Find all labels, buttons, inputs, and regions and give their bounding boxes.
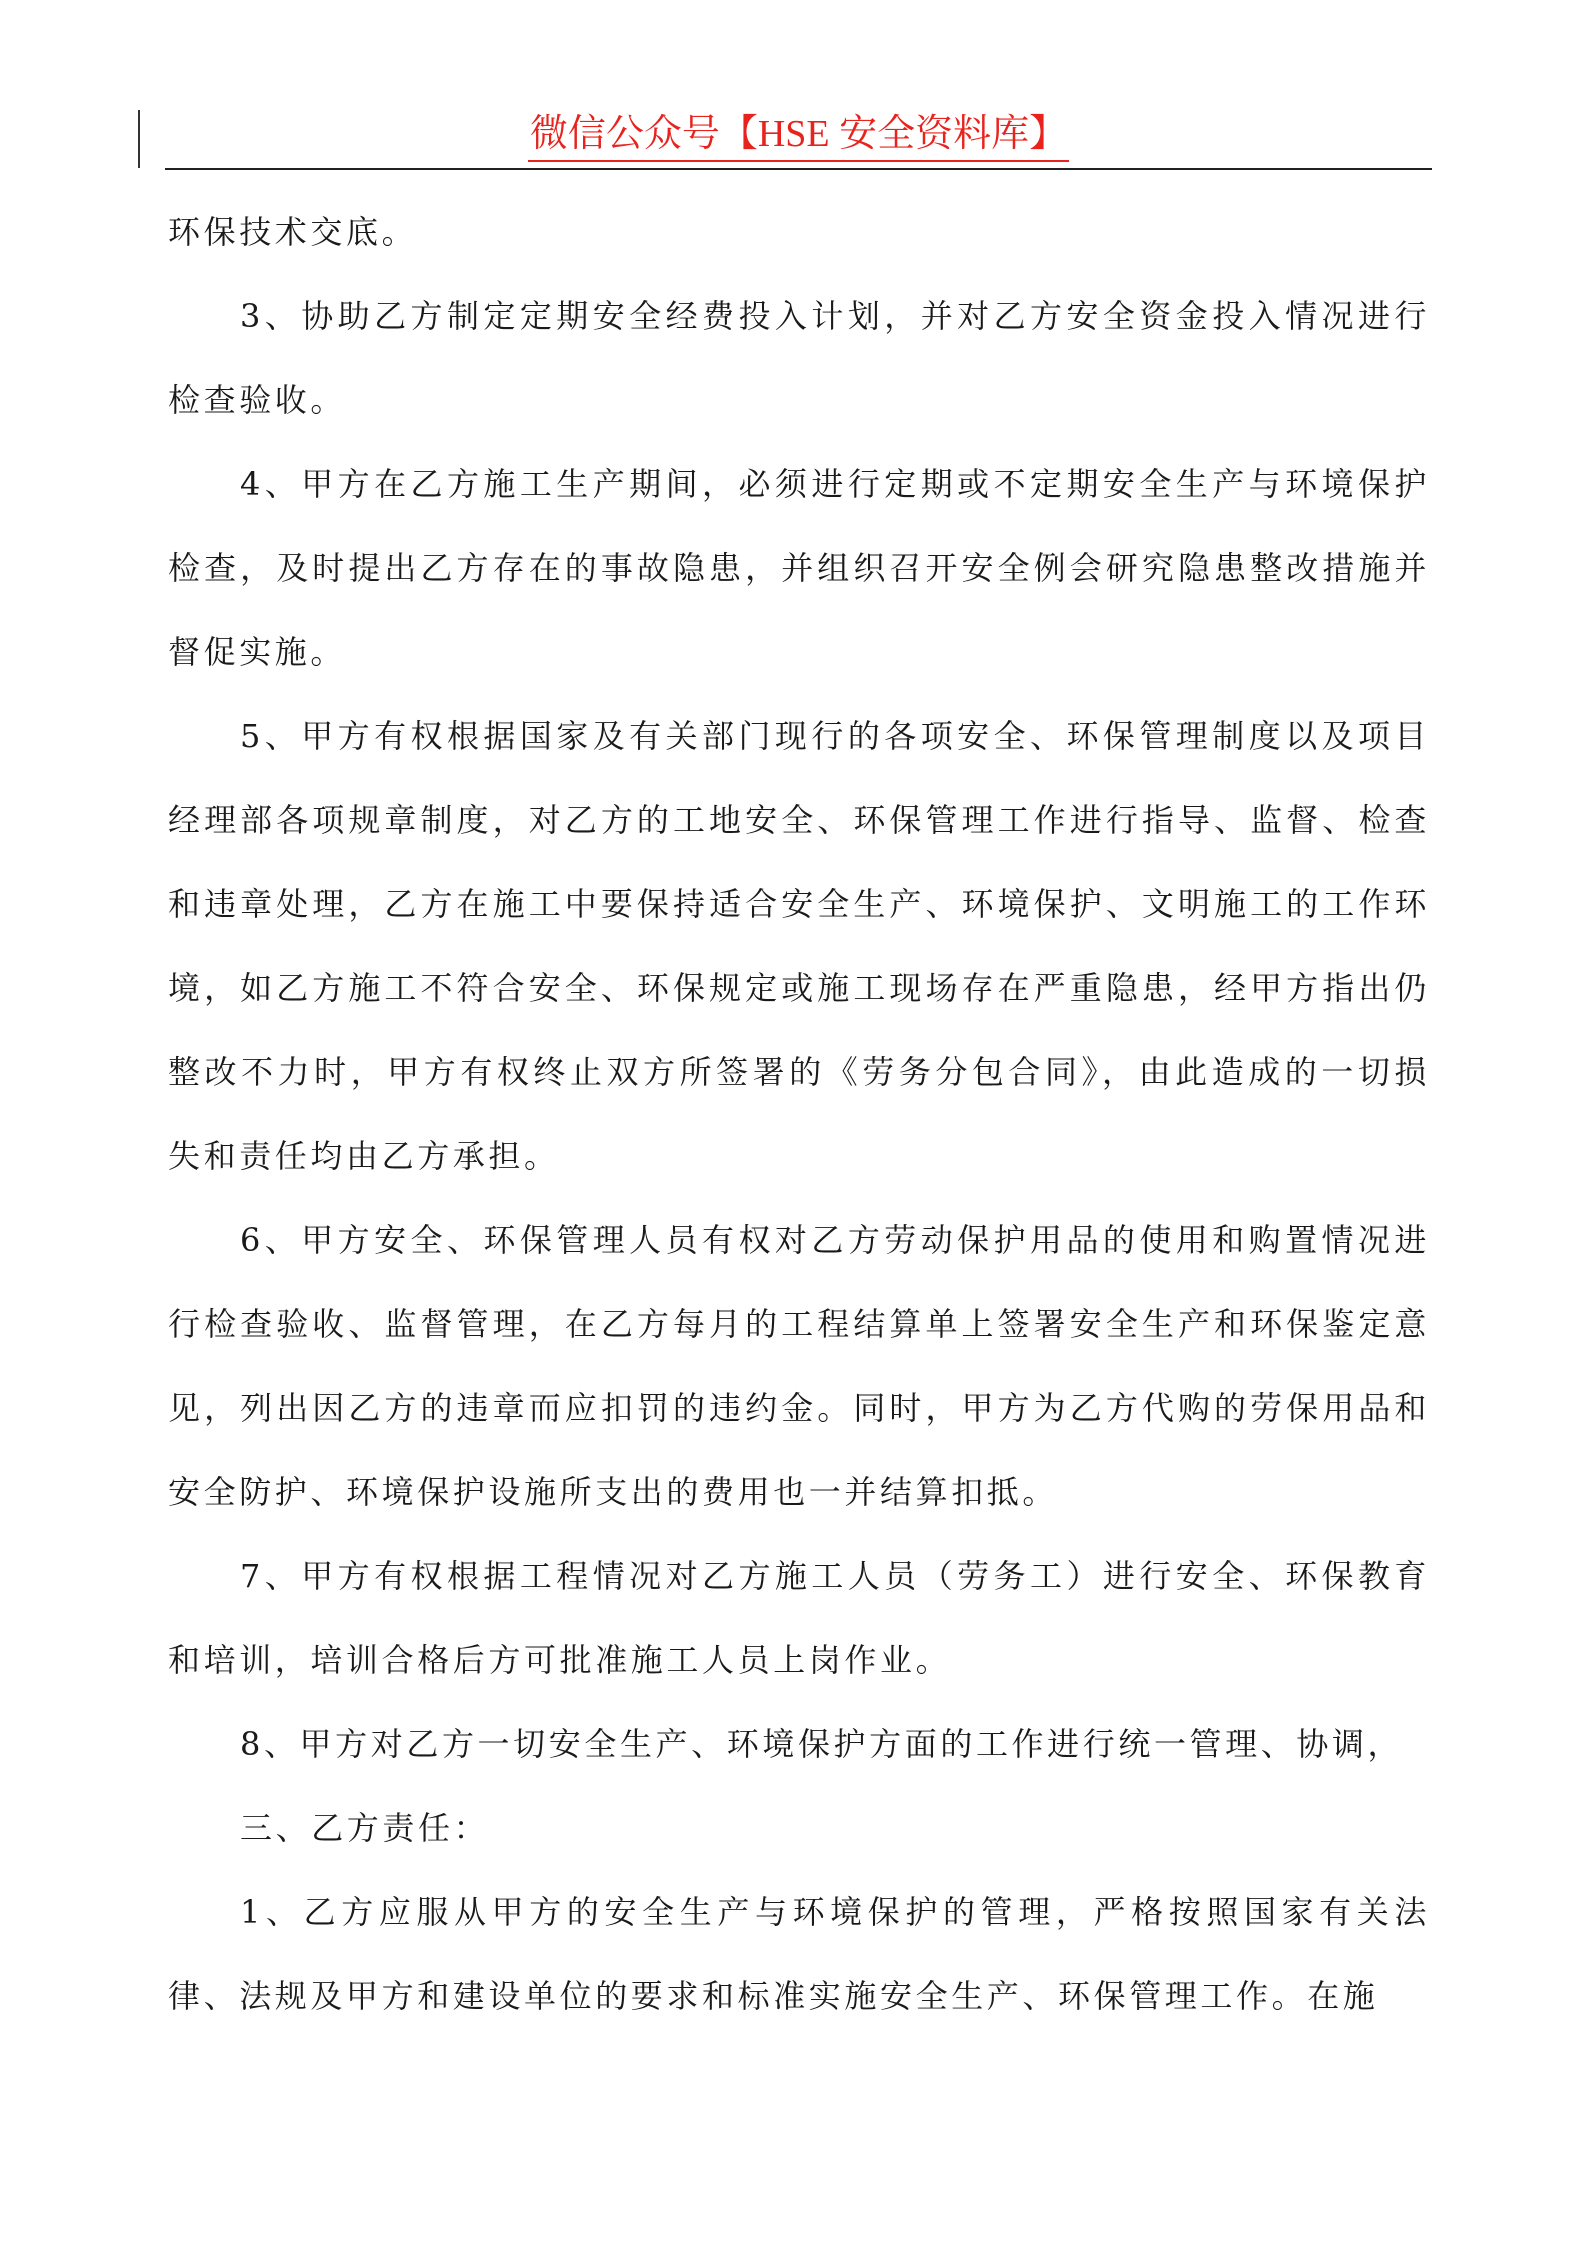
paragraph: 6、甲方安全、环保管理人员有权对乙方劳动保护用品的使用和购置情况进行检查验收、监督管理，在乙方每月的工程结算单上签署安全生产和环保鉴定意见，列出因乙方的违章而应扣罚的违约金。同时，甲方为乙方代购的劳保用品和安全防护、环境保护设施所支出的费用也一并结算扣抵。 bbox=[168, 1221, 1430, 1511]
margin-mark bbox=[138, 110, 140, 168]
header-title: 微信公众号【HSE 安全资料库】 bbox=[528, 108, 1069, 162]
paragraph: 环保技术交底。 bbox=[168, 213, 418, 251]
page-header bbox=[165, 108, 1432, 170]
paragraph: 7、甲方有权根据工程情况对乙方施工人员（劳务工）进行安全、环保教育和培训，培训合格后方可批准施工人员上岗作业。 bbox=[168, 1557, 1430, 1679]
paragraph: 5、甲方有权根据国家及有关部门现行的各项安全、环保管理制度以及项目经理部各项规章制度，对乙方的工地安全、环保管理工作进行指导、监督、检查和违章处理，乙方在施工中要保持适合安全生产、环境保护、文明施工的工作环境，如乙方施工不符合安全、环保规定或施工现场存在严重隐患，经甲方指出仍整改不力时，甲方有权终止双方所签署的《劳务分包合同》，由此造成的一切损失和责任均由乙方承担。 bbox=[168, 717, 1430, 1175]
paragraph: 1、乙方应服从甲方的安全生产与环境保护的管理，严格按照国家有关法律、法规及甲方和建设单位的要求和标准实施安全生产、环保管理工作。在施 bbox=[168, 1893, 1430, 2015]
section-heading: 三、乙方责任： bbox=[240, 1809, 490, 1847]
paragraph: 4、甲方在乙方施工生产期间，必须进行定期或不定期安全生产与环境保护检查，及时提出乙方存在的事故隐患，并组织召开安全例会研究隐患整改措施并督促实施。 bbox=[168, 465, 1430, 671]
document-body bbox=[168, 190, 1430, 2038]
paragraph: 8、甲方对乙方一切安全生产、环境保护方面的工作进行统一管理、协调， bbox=[240, 1725, 1404, 1763]
paragraph: 3、协助乙方制定定期安全经费投入计划，并对乙方安全资金投入情况进行检查验收。 bbox=[168, 297, 1430, 419]
